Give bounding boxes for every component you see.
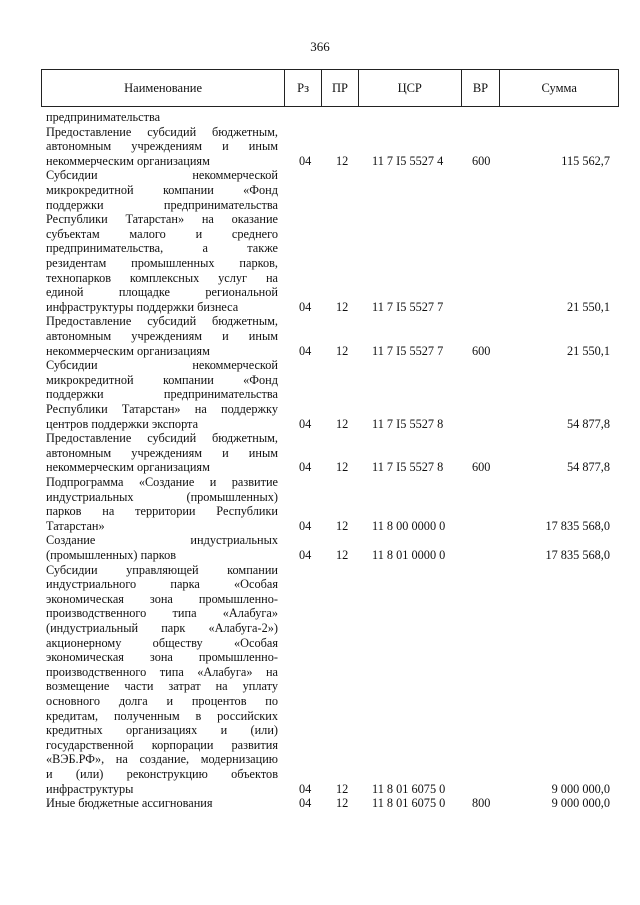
row-name-line: Субсидии некоммерческой <box>46 358 278 373</box>
row-pr: 12 <box>336 299 349 314</box>
row-name-line: (промышленных) парков <box>46 547 177 562</box>
row-sum: 54 877,8 <box>566 416 610 431</box>
table-row <box>0 125 640 169</box>
row-name-line: Подпрограмма «Создание и развитие <box>46 475 278 489</box>
row-name-line: производственного типа «Алабуга» <box>46 606 278 621</box>
row-name-line: государственной корпорации развития <box>46 737 278 752</box>
row-csr: 11 7 I5 5527 7 <box>372 299 444 314</box>
row-csr: 11 8 01 6075 0 <box>372 796 446 811</box>
row-name-line: Республики Татарстан» на оказание <box>46 212 278 227</box>
header-csr: ЦСР <box>359 70 462 106</box>
row-name-line: единой площадке региональной <box>46 285 278 300</box>
table-row <box>0 358 640 431</box>
row-sum: 17 835 568,0 <box>545 547 610 562</box>
row-name-line: некоммерческим организациям <box>46 343 210 358</box>
row-name-line: микрокредитной компании «Фонд <box>46 182 278 197</box>
table-row <box>0 431 640 475</box>
row-pr: 12 <box>336 518 349 533</box>
row-name-line: Предоставление субсидий бюджетным, <box>46 431 278 446</box>
row-name-line: автономным учреждениям и иным <box>46 328 278 343</box>
row-name-line: субъектам малого и среднего <box>46 226 278 241</box>
row-sum: 17 835 568,0 <box>545 518 610 533</box>
table-row <box>0 168 640 314</box>
table-row <box>0 563 640 797</box>
row-rz: 04 <box>299 460 312 475</box>
row-vr: 600 <box>472 343 491 358</box>
row-name-line: технопарков комплексных услуг на <box>46 270 278 285</box>
row-name-line: экономическая зона промышленно- <box>46 650 278 665</box>
row-name-line: Татарстан» <box>46 518 105 533</box>
row-rz: 04 <box>299 781 312 796</box>
row-name <box>46 358 278 431</box>
row-name <box>46 168 278 314</box>
row-name-line: кредитам, полученным в российских <box>46 708 278 723</box>
row-name-line: парков на территории Республики <box>46 504 278 519</box>
row-name <box>46 796 278 811</box>
table-header <box>41 69 619 107</box>
row-csr: 11 8 01 6075 0 <box>372 781 446 796</box>
row-name-line: некоммерческим организациям <box>46 153 210 168</box>
row-csr: 11 7 I5 5527 8 <box>372 460 444 475</box>
row-name-line: возмещение части затрат на уплату <box>46 679 278 694</box>
row-name-line: резидентам промышленных парков, <box>46 255 278 270</box>
table-row <box>0 796 640 811</box>
row-name-line: Предоставление субсидий бюджетным, <box>46 124 278 139</box>
row-name-line: (индустриальный парк «Алабуга-2») <box>46 620 278 635</box>
row-name-line: инфраструктуры <box>46 781 134 796</box>
row-name-line: индустриальных (промышленных) <box>46 489 278 504</box>
row-csr: 11 8 00 0000 0 <box>372 518 446 533</box>
row-rz: 04 <box>299 299 312 314</box>
header-name: Наименование <box>42 70 285 106</box>
row-name-line: Создание индустриальных <box>46 533 278 548</box>
row-pr: 12 <box>336 153 349 168</box>
row-sum: 54 877,8 <box>566 460 610 475</box>
row-name-line: микрокредитной компании «Фонд <box>46 372 278 387</box>
row-name-line: Республики Татарстан» на поддержку <box>46 401 278 416</box>
row-name-line: индустриального парка «Особая <box>46 577 278 592</box>
row-name-line: центров поддержки экспорта <box>46 416 199 431</box>
row-vr: 800 <box>472 796 491 811</box>
row-name-line: и (или) реконструкцию объектов <box>46 766 278 781</box>
row-csr: 11 7 I5 5527 7 <box>372 343 444 358</box>
row-name-line: автономным учреждениям и иным <box>46 445 278 460</box>
row-name-line: Иные бюджетные ассигнования <box>46 796 213 811</box>
row-name-line: предпринимательства, а также <box>46 241 278 256</box>
row-rz: 04 <box>299 547 312 562</box>
header-pr: ПР <box>322 70 359 106</box>
row-rz: 04 <box>299 796 312 811</box>
row-pr: 12 <box>336 796 349 811</box>
row-sum: 9 000 000,0 <box>551 796 610 811</box>
row-name-line: кредитных организациях и (или) <box>46 723 278 738</box>
row-csr: 11 8 01 0000 0 <box>372 547 446 562</box>
row-pr: 12 <box>336 547 349 562</box>
row-name-line: поддержки предпринимательства <box>46 197 278 212</box>
row-sum: 115 562,7 <box>561 153 610 168</box>
row-name <box>46 110 278 125</box>
row-name <box>46 475 278 533</box>
header-vr: ВР <box>462 70 501 106</box>
row-sum: 21 550,1 <box>566 343 610 358</box>
row-vr: 600 <box>472 153 491 168</box>
row-name-line: предпринимательства <box>46 110 161 124</box>
row-name-line: «ВЭБ.РФ», на создание, модернизацию <box>46 752 278 767</box>
row-csr: 11 7 I5 5527 4 <box>372 153 444 168</box>
row-name-line: поддержки предпринимательства <box>46 387 278 402</box>
row-pr: 12 <box>336 781 349 796</box>
row-name-line: экономическая зона промышленно- <box>46 591 278 606</box>
row-name-line: инфраструктуры поддержки бизнеса <box>46 299 239 314</box>
row-name <box>46 431 278 475</box>
header-rz: Рз <box>285 70 322 106</box>
row-name <box>46 314 278 358</box>
row-name-line: производственного типа «Алабуга» на <box>46 664 278 679</box>
row-name-line: некоммерческим организациям <box>46 460 210 475</box>
row-rz: 04 <box>299 153 312 168</box>
row-name <box>46 125 278 169</box>
row-name <box>46 533 278 562</box>
row-name-line: акционерному обществу «Особая <box>46 635 278 650</box>
row-pr: 12 <box>336 416 349 431</box>
row-sum: 9 000 000,0 <box>551 781 610 796</box>
row-name-line: Субсидии некоммерческой <box>46 168 278 183</box>
row-name <box>46 563 278 797</box>
row-rz: 04 <box>299 518 312 533</box>
row-rz: 04 <box>299 416 312 431</box>
table-row <box>0 533 640 562</box>
page-number: 366 <box>310 39 330 54</box>
header-sum: Сумма <box>541 80 577 95</box>
row-pr: 12 <box>336 343 349 358</box>
row-rz: 04 <box>299 343 312 358</box>
table-row <box>0 110 640 125</box>
row-name-line: Предоставление субсидий бюджетным, <box>46 314 278 329</box>
row-name-line: автономным учреждениям и иным <box>46 139 278 154</box>
row-name-line: Субсидии управляющей компании <box>46 562 278 577</box>
row-csr: 11 7 I5 5527 8 <box>372 416 444 431</box>
row-pr: 12 <box>336 460 349 475</box>
table-row <box>0 314 640 358</box>
table-row <box>0 475 640 533</box>
row-sum: 21 550,1 <box>566 299 610 314</box>
row-name-line: основного долга и процентов по <box>46 693 278 708</box>
row-vr: 600 <box>472 460 491 475</box>
